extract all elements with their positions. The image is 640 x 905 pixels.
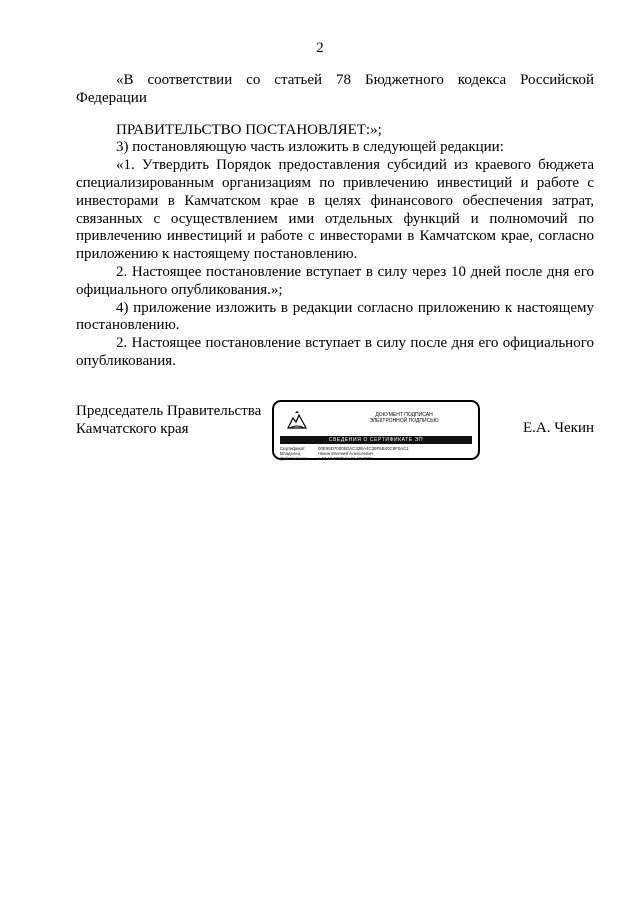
coat-of-arms-icon (286, 410, 308, 432)
stamp-row-value: Чекин Евгений Алексеевич (318, 451, 374, 457)
page-number: 2 (316, 40, 324, 56)
paragraph-budget-code: «В соответствии со статьей 78 Бюджетного кодекса Российской Федерации (76, 72, 594, 106)
paragraph-approve-procedure: «1. Утвердить Порядок предоставления субсидий из краевого бюджета специализированным организациям по привлечению инвестиций и работе с инвесторами в Камчатском крае в целях финансового обеспечения затрат, связанных с осуществлением ими отдельных функций и полномочий по привлечению инвестиций и работе с инвесторами в Камчатском крае, согласно приложению к настоящему постановлению. (76, 157, 594, 263)
stamp-row-value: с 13.10.2020 по 31.12.2021 (318, 456, 373, 462)
paragraph-item-3: 3) постановляющую часть изложить в следующей редакции: (116, 139, 504, 156)
stamp-title-line1: ДОКУМЕНТ ПОДПИСАН (375, 412, 433, 418)
stamp-row-key: Владелец (280, 451, 301, 457)
stamp-title (344, 412, 464, 424)
signer-position-line2: Камчатского края (76, 421, 189, 437)
paragraph-government-resolves: ПРАВИТЕЛЬСТВО ПОСТАНОВЛЯЕТ:»; (116, 121, 382, 138)
paragraph-effective-date: 2. Настоящее постановление вступает в силу после дня его официального опубликования. (76, 335, 594, 369)
stamp-cert-details (280, 446, 474, 462)
stamp-row-key: Действителен (280, 456, 309, 462)
paragraph-effective-10-days: 2. Настоящее постановление вступает в силу через 10 дней после дня его официального опубликования.»; (76, 263, 594, 298)
electronic-signature-stamp (272, 400, 480, 460)
stamp-row-key: Сертификат (280, 446, 305, 451)
signer-name: Е.А. Чекин (523, 420, 594, 436)
stamp-cert-header: СВЕДЕНИЯ О СЕРТИФИКАТЕ ЭП (280, 436, 472, 444)
stamp-row-validity (280, 456, 474, 461)
signer-position-line1: Председатель Правительства (76, 403, 262, 419)
paragraph-item-4: 4) приложение изложить в редакции согласно приложению к настоящему постановлению. (76, 299, 594, 334)
document-body (76, 72, 594, 371)
stamp-title-line2: ЭЛЕКТРОННОЙ ПОДПИСЬЮ (369, 418, 439, 424)
stamp-row-value: 00E95D70005DAC32BA4C39F6B40C8F0AC1 (318, 446, 409, 451)
signer-position (76, 402, 261, 438)
